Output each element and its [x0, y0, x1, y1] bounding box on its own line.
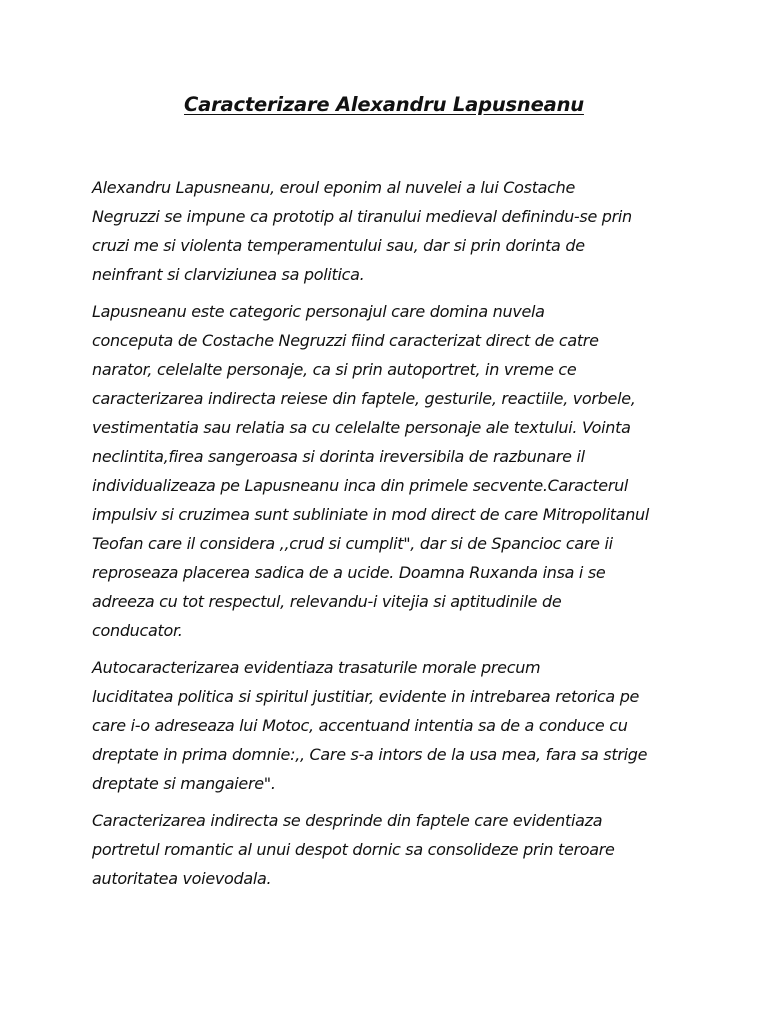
paragraph-intro: Alexandru Lapusneanu, eroul eponim al nuvelei a lui Costache Negruzzi se impune ca prototip al tiranului medieval definindu-se prin cruzi me si violenta temperamentului sau, dar si prin dorinta de neinfrant si clarviziunea sa politica. [92, 178, 632, 284]
paragraph-direct-characterization: Lapusneanu este categoric personajul care domina nuvela conceputa de Costache Negruzzi fiind caracterizat direct de catre narator, celelalte personaje, ca si prin autoportret, in vreme ce caracterizarea indirecta reiese din faptele, gesturile, reactiile, vorbele, vestimentatia sau relatia sa cu celelalte personaje ale textului. Vointa neclintita,firea sangeroasa si dorinta ireversibila de razbunare il individualizeaza pe Lapusneanu inca din primele secvente.Caracterul impulsiv si cruzimea sunt subliniate in mod direct de care Mitropolitanul Teofan care il considera ,,crud si cumplit", dar si de Spancioc care ii reproseaza placerea sadica de a ucide. Doamna Ruxanda insa i se adreeza cu tot respectul, relevandu-i vitejia si aptitudinile de conducator. [92, 302, 650, 640]
document-body [92, 173, 692, 901]
document-title: Caracterizare Alexandru Lapusneanu [184, 93, 584, 116]
paragraph-indirect-characterization: Caracterizarea indirecta se desprinde din faptele care evidentiaza portretul romantic al unui despot dornic sa consolideze prin teroare autoritatea voievodala. [92, 811, 615, 888]
paragraph-self-characterization: Autocaracterizarea evidentiaza trasaturile morale precum luciditatea politica si spiritul justitiar, evidente in intrebarea retorica pe care i-o adreseaza lui Motoc, accentuand intentia sa de a conduce cu dreptate in prima domnie:,, Care s-a intors de la usa mea, fara sa strige dreptate si mangaiere". [92, 658, 648, 793]
